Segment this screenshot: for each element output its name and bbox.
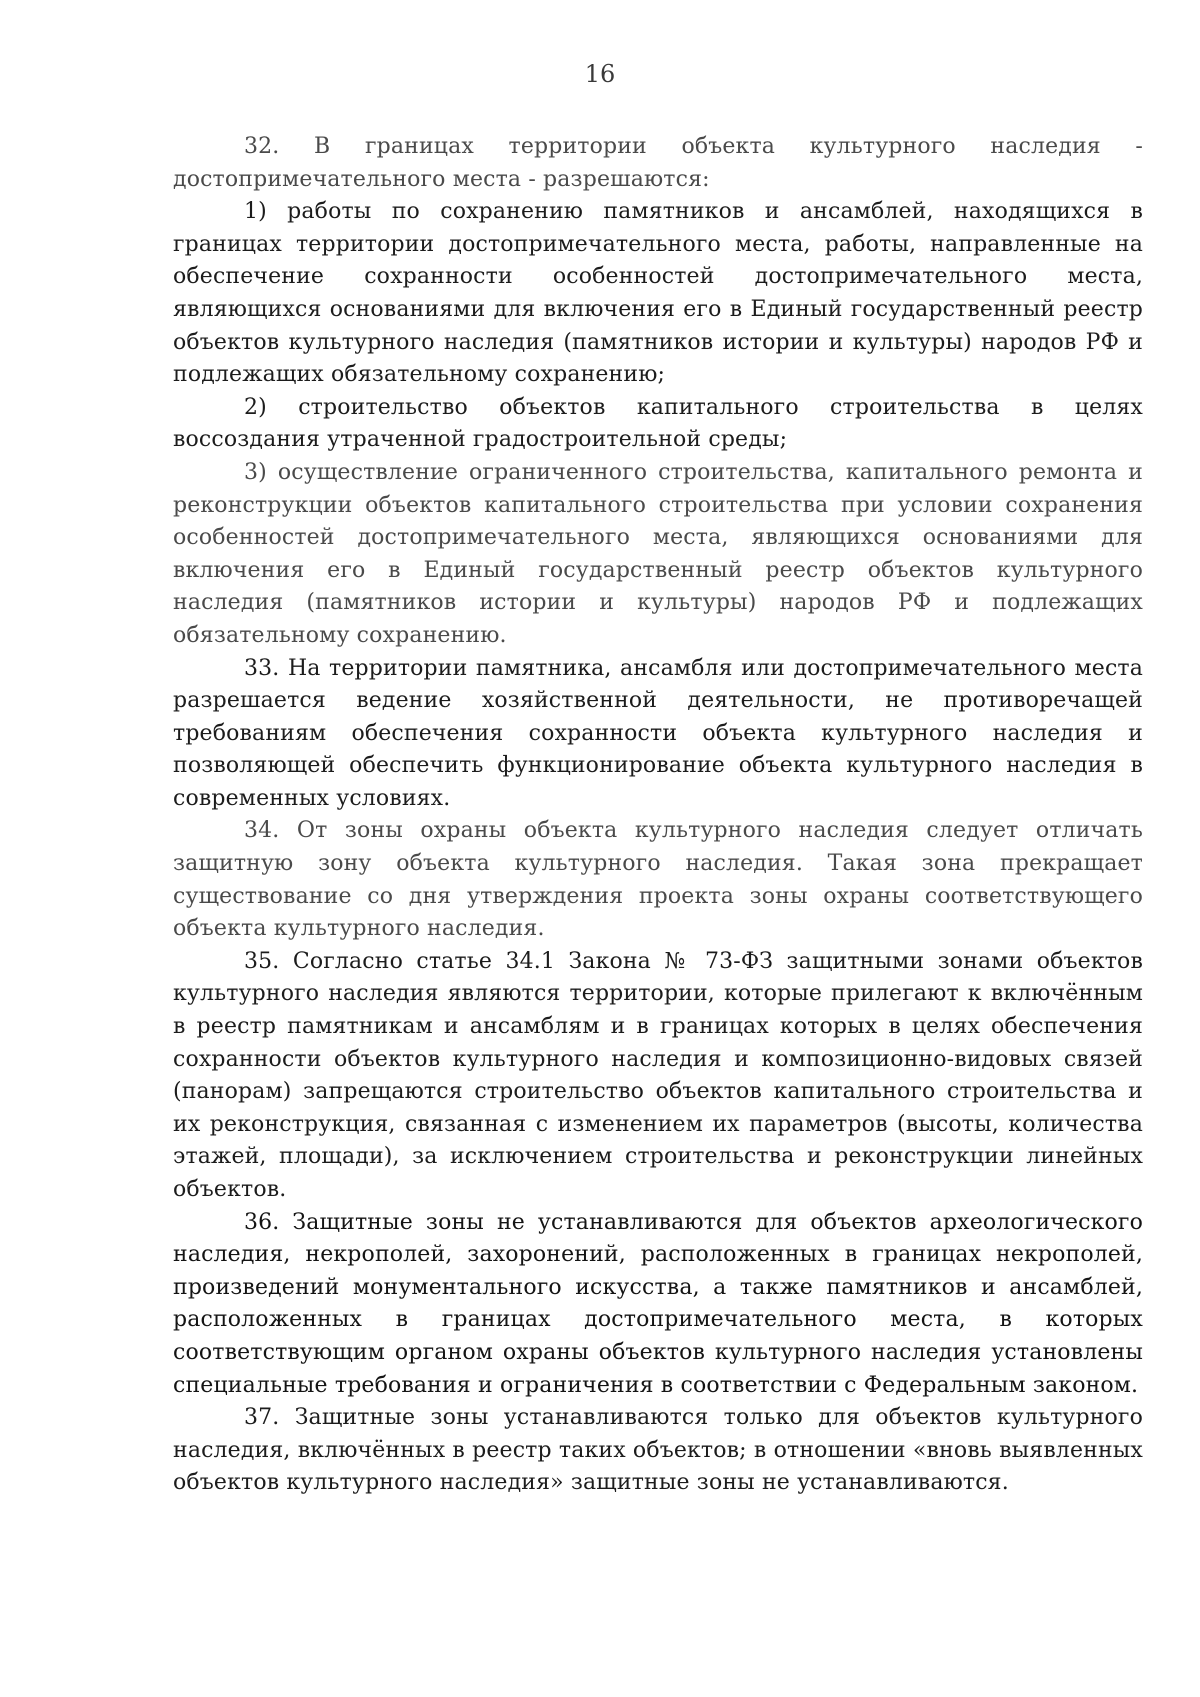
document-body [173,131,1143,1500]
paragraph-32-item-2: 2) строительство объектов капитального строительства в целях воссоздания утраченной градостроительной среды; [173,394,1143,453]
paragraph-33: 33. На территории памятника, ансамбля или достопримечательного места разрешается ведение хозяйственной деятельности, не противоречащей требованиям обеспечения сохранности объекта культурного наследия и позволяющей обеспечить функционирование объекта культурного наследия в современных условиях. [173,655,1143,811]
paragraph-37: 37. Защитные зоны устанавливаются только для объектов культурного наследия, включённых в реестр таких объектов; в отношении «вновь выявленных объектов культурного наследия» защитные зоны не устанавливаются. [173,1405,1143,1496]
paragraph-32-item-3: 3) осуществление ограниченного строительства, капитального ремонта и реконструкции объектов капитального строительства при условии сохранения особенностей достопримечательного места, являющихся основаниями для включения его в Единый государственный реестр объектов культурного наследия (памятников истории и культуры) народов РФ и подлежащих обязательному сохранению. [173,459,1143,648]
paragraph-32: 32. В границах территории объекта культурного наследия - достопримечательного места - разрешаются: [173,134,1143,192]
page-number: 16 [584,60,616,88]
paragraph-35: 35. Согласно статье 34.1 Закона № 73-ФЗ защитными зонами объектов культурного наследия являются территории, которые прилегают к включённым в реестр памятникам и ансамблям и в границах которых в целях обеспечения сохранности объектов культурного наследия и композиционно-видовых связей (панорам) запрещаются строительство объектов капитального строительства и их реконструкция, связанная с изменением их параметров (высоты, количества этажей, площади), за исключением строительства и реконструкции линейных объектов. [173,948,1143,1202]
paragraph-32-item-1: 1) работы по сохранению памятников и ансамблей, находящихся в границах территории достопримечательного места, работы, направленные на обеспечение сохранности особенностей достопримечательного места, являющихся основаниями для включения его в Единый государственный реестр объектов культурного наследия (памятников истории и культуры) народов РФ и подлежащих обязательному сохранению; [173,199,1143,388]
paragraph-34: 34. От зоны охраны объекта культурного наследия следует отличать защитную зону объекта культурного наследия. Такая зона прекращает существование со дня утверждения проекта зоны охраны соответствующего объекта культурного наследия. [173,818,1143,942]
paragraph-36: 36. Защитные зоны не устанавливаются для объектов археологического наследия, некрополей, захоронений, расположенных в границах некрополей, произведений монументального искусства, а также памятников и ансамблей, расположенных в границах достопримечательного места, в которых соответствующим органом охраны объектов культурного наследия установлены специальные требования и ограничения в соответствии с Федеральным законом. [173,1209,1143,1398]
